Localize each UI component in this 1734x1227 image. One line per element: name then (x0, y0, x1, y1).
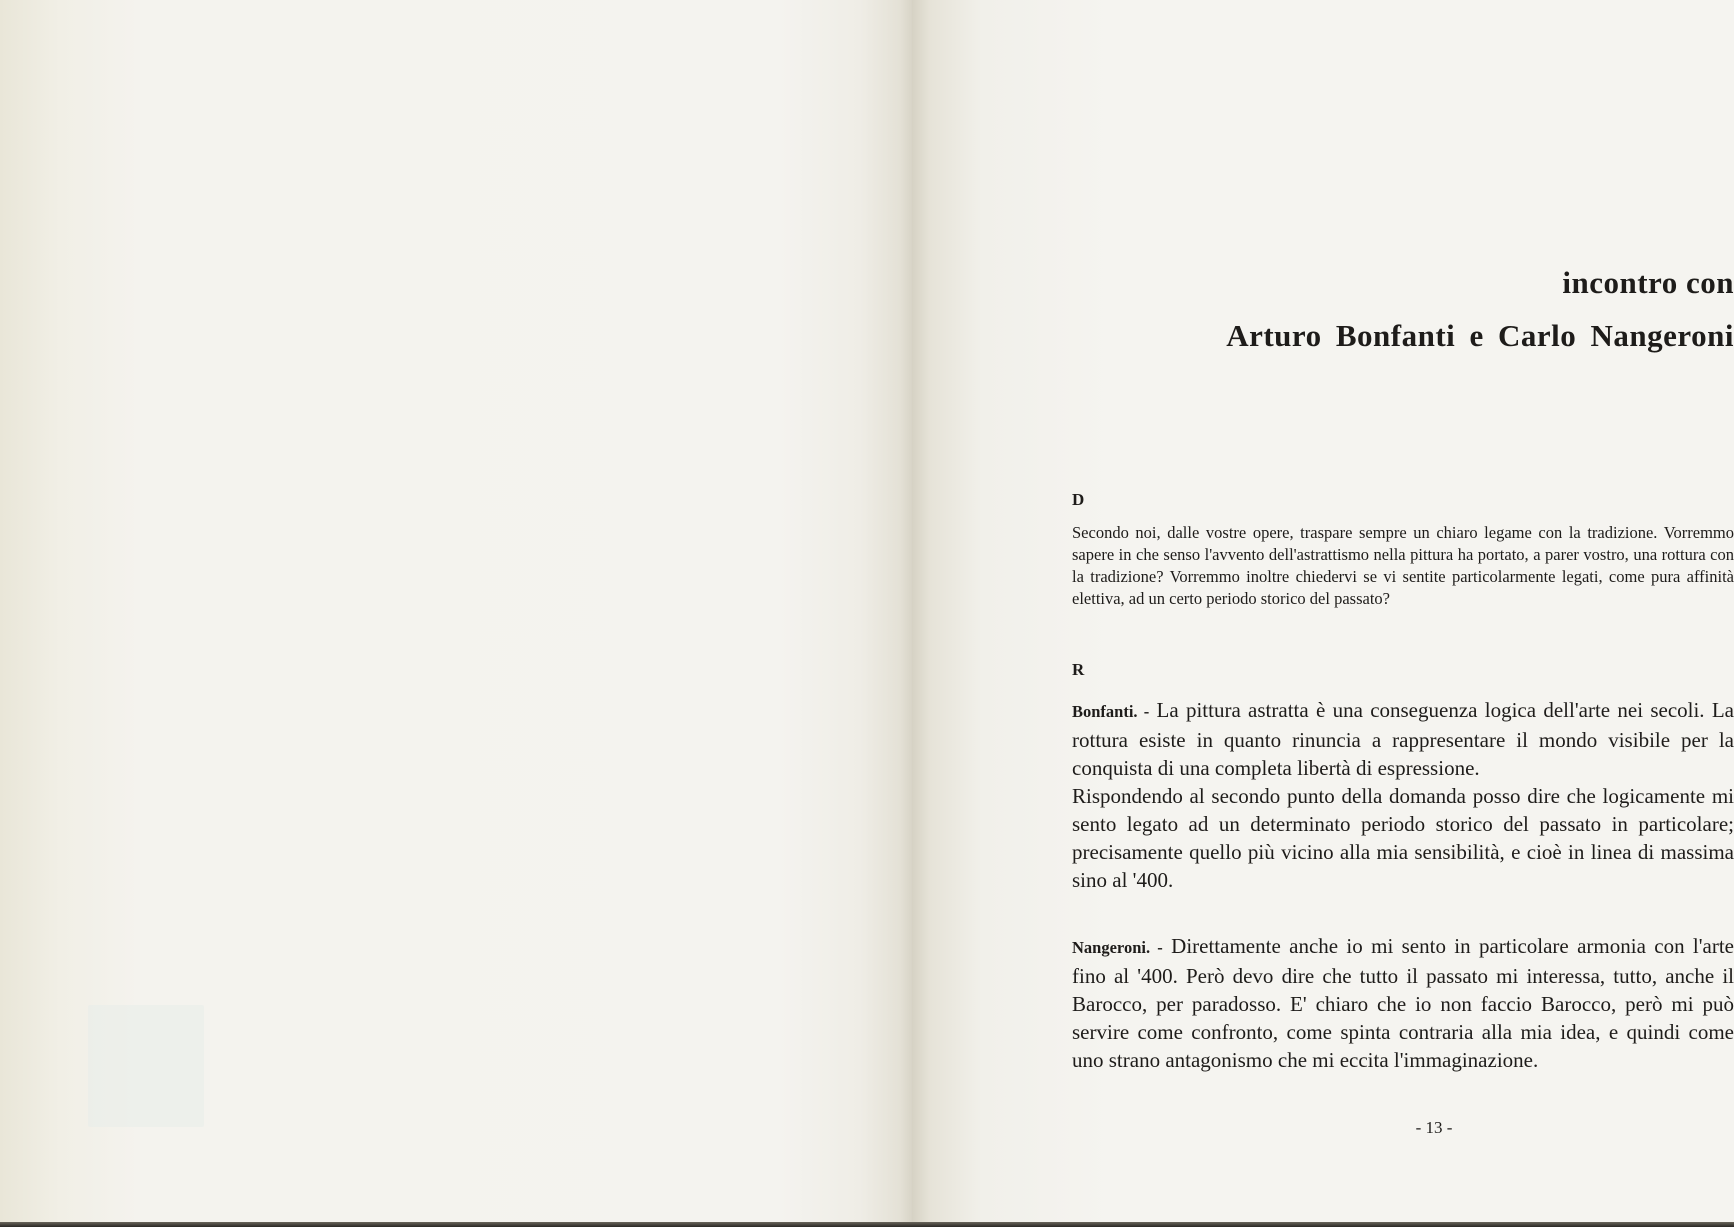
speaker-bonfanti: Bonfanti. - (1072, 702, 1150, 721)
answer-bonfanti-paragraph-2: Rispondendo al secondo punto della domanda posso dire che logicamente mi sento legato ad un determinato periodo storico del passato in particolare; precisamente quello più vicino alla mia sensibilità, e cioè in linea di massima sino al '400. (1072, 784, 1734, 892)
speaker-nangeroni: Nangeroni. - (1072, 938, 1163, 957)
answer-nangeroni (1072, 932, 1734, 1074)
answer-bonfanti (1072, 696, 1734, 894)
answer-nangeroni-text-1: Direttamente anche io mi sento in particolare armonia con l'arte fino al '400. Però devo dire che tutto il passato mi interessa, tutto, anche il Barocco, per paradosso. E' chiaro che io non faccio Barocco, però mi può servire come confronto, come spinta contraria alla mia idea, e quindi come uno strano antagonismo che mi eccita l'immaginazione. (1072, 934, 1734, 1072)
answer-bonfanti-paragraph-1 (1072, 696, 1734, 782)
question-text: Secondo noi, dalle vostre opere, traspare sempre un chiaro legame con la tradizione. Vorremmo sapere in che senso l'avvento dell'astrattismo nella pittura ha portato, a parer vostro, una rottura con la tradizione? Vorremmo inoltre chiedervi se vi sentite particolarmente legati, come pura affinità elettiva, ad un certo periodo storico del passato? (1072, 523, 1734, 608)
question-marker: D (1072, 490, 1085, 509)
show-through-bleed (88, 1005, 204, 1127)
page-bottom-edge (0, 1222, 1734, 1227)
heading-line-1: incontro con (1562, 265, 1734, 300)
answer-marker: R (1072, 660, 1085, 679)
page-number: - 13 - (1415, 1118, 1453, 1137)
answer-bonfanti-text-1: La pittura astratta è una conseguenza logica dell'arte nei secoli. La rottura esiste in quanto rinuncia a rappresentare il mondo visibile per la conquista di una completa libertà di espressione. (1072, 698, 1734, 780)
answer-nangeroni-paragraph-1 (1072, 932, 1734, 1074)
heading-line-2: Arturo Bonfanti e Carlo Nangeroni (1226, 318, 1734, 353)
